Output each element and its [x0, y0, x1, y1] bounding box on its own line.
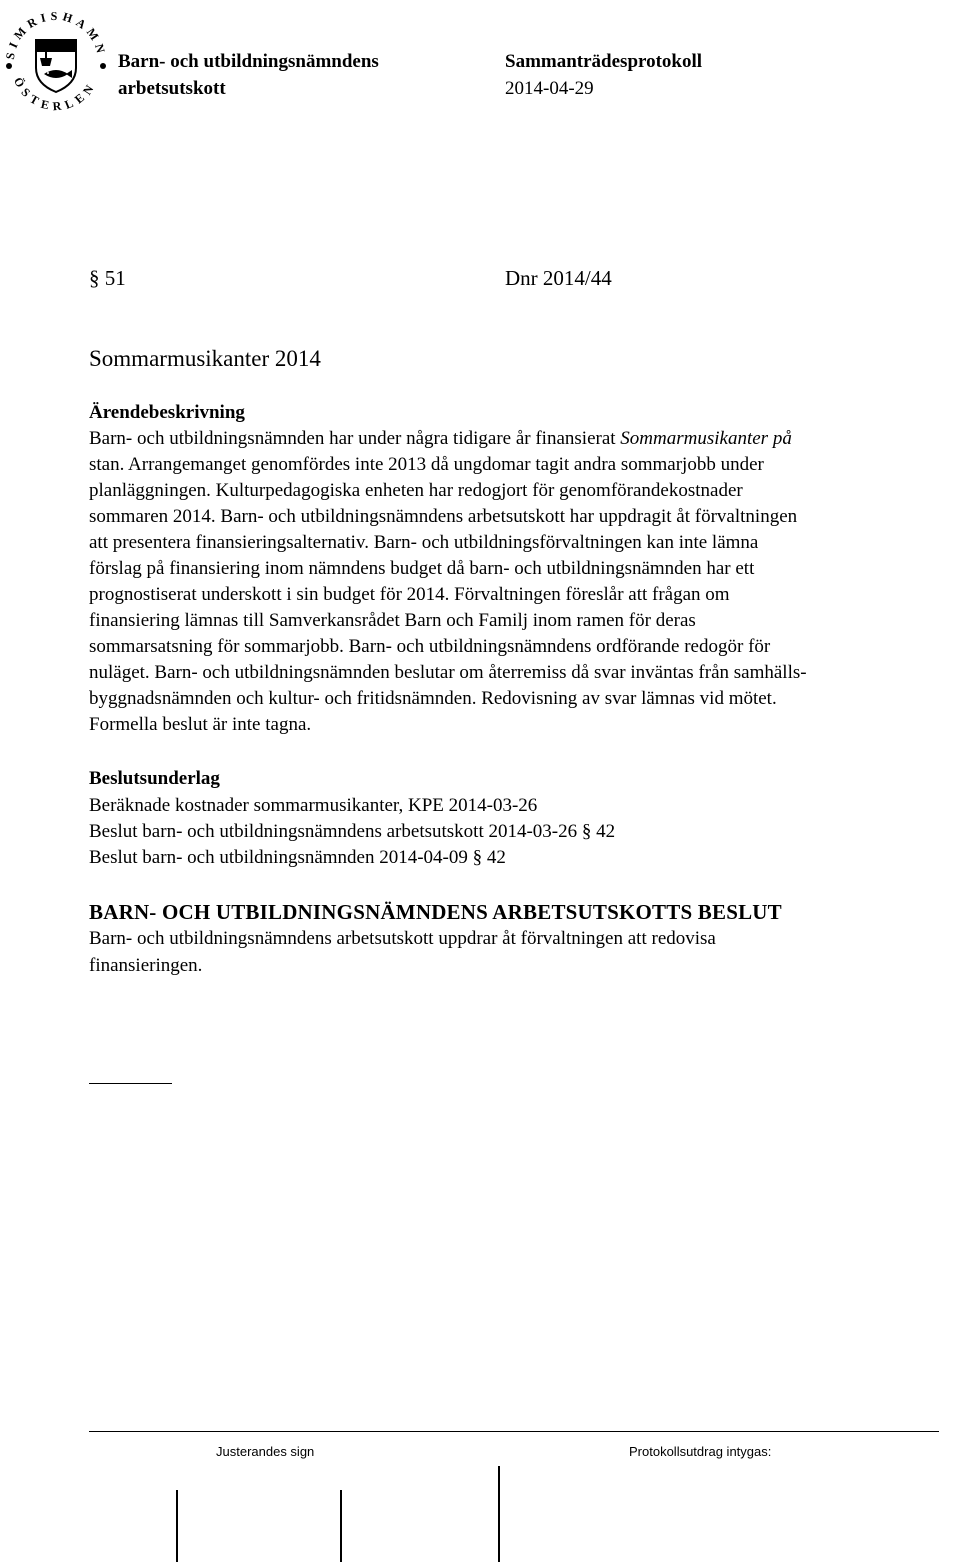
- description-line: planläggningen. Kulturpedagogiska enheten har redogjort för genomförandekostnader: [89, 480, 743, 501]
- description-line: sommaren 2014. Barn- och utbildningsnämndens arbetsutskott har uppdragit åt förvaltningen: [89, 506, 798, 527]
- italic-phrase: Sommarmusikanter på: [620, 428, 792, 449]
- description-line: Formella beslut är inte tagna.: [89, 714, 312, 735]
- description-line: nuläget. Barn- och utbildningsnämnden beslutar om återremiss då svar inväntas från samhälls-: [89, 662, 807, 683]
- description-heading: Ärendebeskrivning: [89, 402, 245, 423]
- page-title: Sommarmusikanter 2014: [89, 346, 321, 371]
- description-line: byggnadsnämnden och kultur- och fritidsnämnden. Redovisning av svar lämnas vid mötet.: [89, 688, 777, 709]
- basis-heading: Beslutsunderlag: [89, 768, 220, 789]
- description-line: stan. Arrangemanget genomfördes inte 2013 då ungdomar tagit andra sommarjobb under: [89, 454, 764, 475]
- svg-text:ÖSTERLEN: ÖSTERLEN: [11, 74, 100, 114]
- basis-item: Beräknade kostnader sommarmusikanter, KPE 2014-03-26: [89, 795, 538, 816]
- signature-box-divider: [340, 1490, 342, 1562]
- description-line: finansiering lämnas till Samverkansrådet Barn och Familj inom ramen för deras: [89, 610, 696, 631]
- signature-box-divider: [498, 1466, 500, 1562]
- document-type: Sammanträdesprotokoll: [505, 51, 703, 72]
- municipality-logo: [0, 0, 112, 124]
- protokollsutdrag-label: Protokollsutdrag intygas:: [629, 1444, 772, 1459]
- decision-heading: BARN- OCH UTBILDNINGSNÄMNDENS ARBETSUTSKOTTS BESLUT: [89, 900, 782, 924]
- description-line: Barn- och utbildningsnämnden har under några tidigare år finansierat Sommarmusikanter på: [89, 428, 792, 449]
- coat-of-arms-icon: [0, 0, 112, 124]
- footer-rule: [89, 1431, 939, 1432]
- description-line: att presentera finansieringsalternativ. Barn- och utbildningsförvaltningen kan inte lämna: [89, 532, 759, 553]
- svg-text:SIMRISHAMN: SIMRISHAMN: [2, 8, 109, 61]
- diary-number: Dnr 2014/44: [505, 266, 612, 290]
- end-rule: [89, 1083, 172, 1084]
- description-line: prognostiserat underskott i sin budget för 2014. Förvaltningen föreslår att frågan om: [89, 584, 730, 605]
- basis-item: Beslut barn- och utbildningsnämndens arbetsutskott 2014-03-26 § 42: [89, 821, 616, 842]
- description-line: sommarsatsning för sommarjobb. Barn- och utbildningsnämndens ordförande redogör för: [89, 636, 771, 657]
- description-line: förslag på finansiering inom nämndens budget då barn- och utbildningsnämnden har ett: [89, 558, 755, 579]
- signature-box-divider: [176, 1490, 178, 1562]
- paragraph-number: § 51: [89, 266, 126, 290]
- meeting-date: 2014-04-29: [505, 78, 594, 99]
- basis-item: Beslut barn- och utbildningsnämnden 2014-04-09 § 42: [89, 847, 506, 868]
- org-committee: arbetsutskott: [118, 78, 226, 99]
- org-name: Barn- och utbildningsnämndens: [118, 51, 379, 72]
- justerandes-sign-label: Justerandes sign: [216, 1444, 315, 1459]
- decision-line: Barn- och utbildningsnämndens arbetsutskott uppdrar åt förvaltningen att redovisa: [89, 928, 716, 949]
- decision-line: finansieringen.: [89, 955, 203, 976]
